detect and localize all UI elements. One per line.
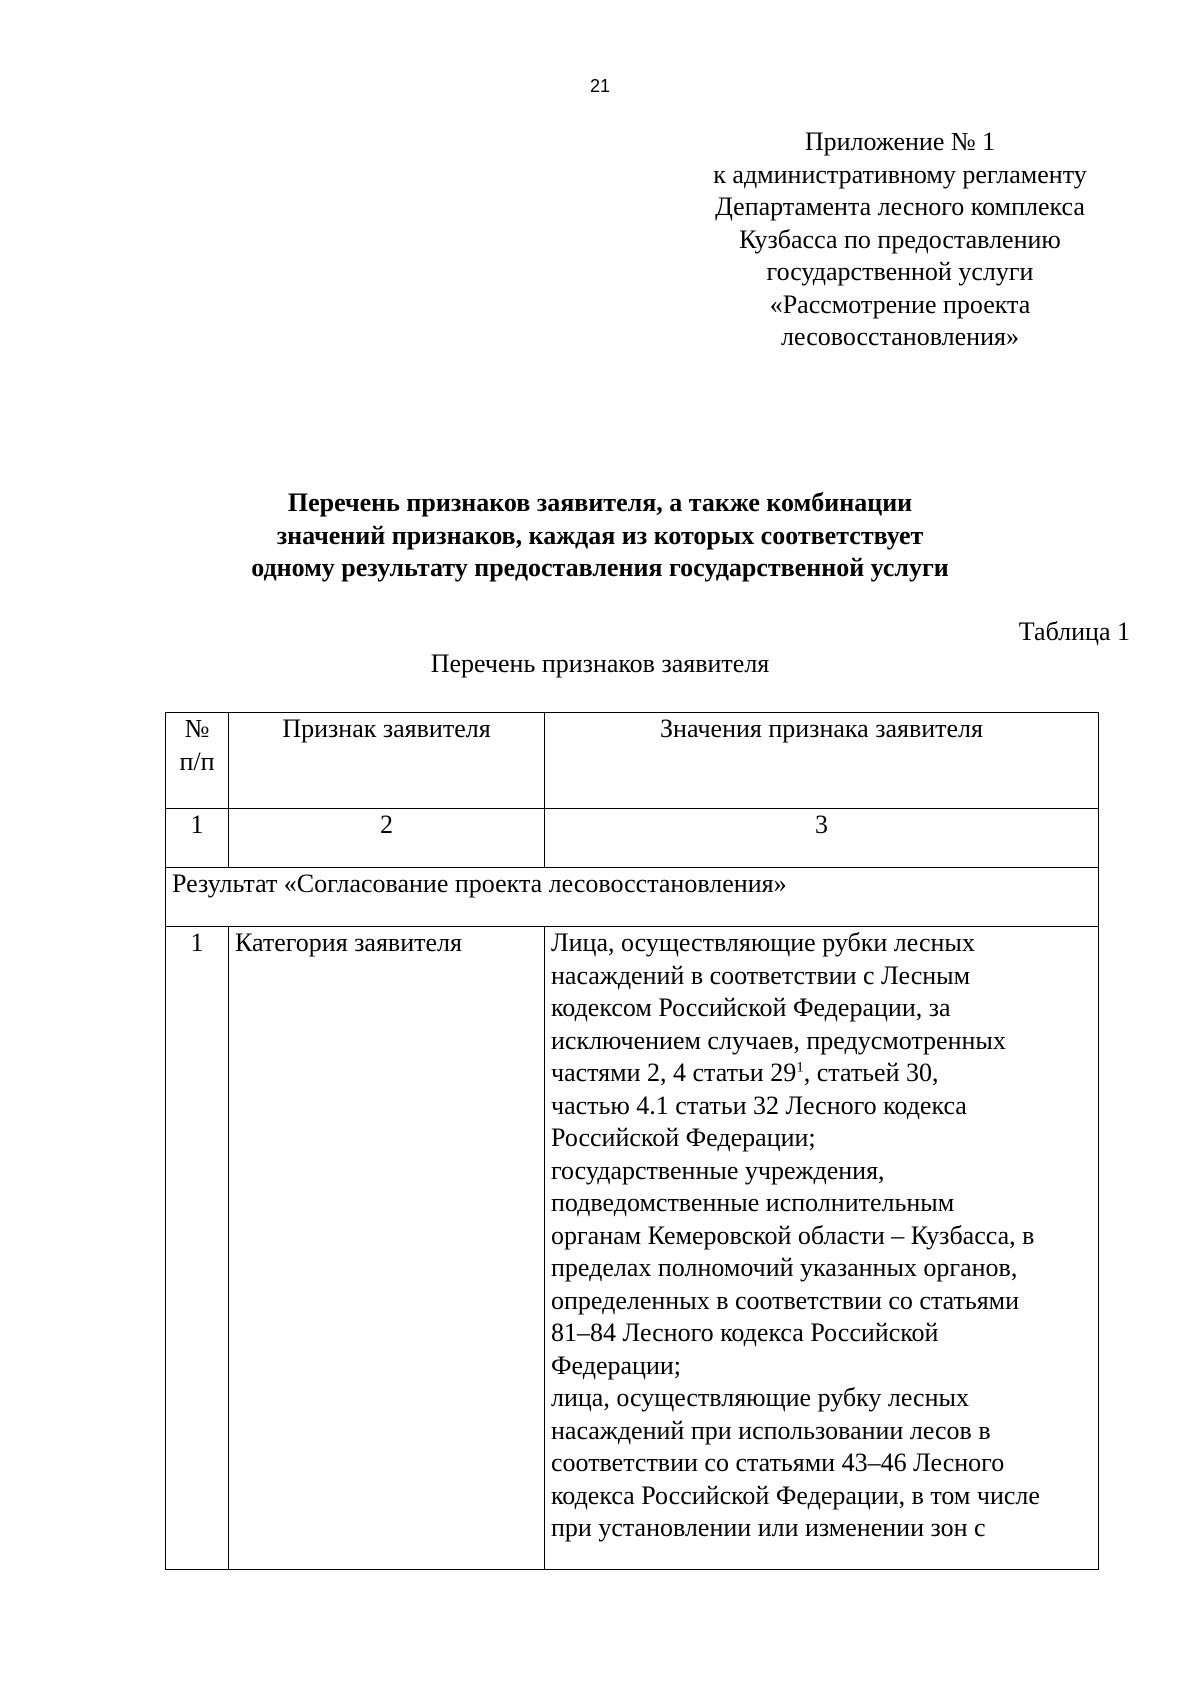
value-line: государственные учреждения, <box>551 1155 885 1185</box>
header-cell-sign: Признак заявителя <box>229 713 545 809</box>
appendix-header <box>660 126 1140 354</box>
column-number-cell: 1 <box>166 809 229 868</box>
row-sign-cell: Категория заявителя <box>229 927 545 1570</box>
header-cell-values: Значения признака заявителя <box>545 713 1099 809</box>
appendix-line: «Рассмотрение проекта <box>769 289 1031 319</box>
appendix-line: Приложение № 1 <box>804 127 996 156</box>
appendix-line: к административному регламенту <box>713 159 1087 189</box>
value-line: исключением случаев, предусмотренных <box>551 1025 1006 1055</box>
title-line: одному результату предоставления государственной услуги <box>251 553 949 582</box>
table-caption: Перечень признаков заявителя <box>430 649 770 678</box>
value-line: при установлении или изменении зон с <box>551 1513 986 1542</box>
result-row <box>166 868 1099 927</box>
appendix-line: государственной услуги <box>766 257 1034 286</box>
row-number-cell: 1 <box>166 927 229 1570</box>
row-values-cell <box>545 927 1099 1570</box>
value-line: подведомственные исполнительным <box>551 1188 955 1217</box>
value-line: Российской Федерации; <box>551 1123 816 1152</box>
table-header-row <box>166 713 1099 809</box>
value-line: органам Кемеровской области – Кузбасса, в <box>551 1220 1035 1250</box>
value-line: кодексом Российской Федерации, за <box>551 993 951 1022</box>
column-number-cell: 2 <box>229 809 545 868</box>
header-cell-number: № п/п <box>166 713 229 809</box>
value-line: частью 4.1 статьи 32 Лесного кодекса <box>551 1090 967 1120</box>
value-line: соответствии со статьями 43–46 Лесного <box>551 1448 1005 1477</box>
value-line <box>551 1057 1092 1090</box>
appendix-line: Департамента лесного комплекса <box>715 192 1085 221</box>
applicant-signs-table <box>165 712 1099 1570</box>
value-line-part: частями 2, 4 статьи 29 <box>551 1058 797 1087</box>
value-line: пределах полномочий указанных органов, <box>551 1253 1018 1282</box>
value-line: лица, осуществляющие рубку лесных <box>551 1383 969 1412</box>
superscript-marker: 1 <box>796 1059 804 1076</box>
title-line: значений признаков, каждая из которых соответствует <box>276 520 924 550</box>
appendix-line: Кузбасса по предоставлению <box>739 224 1061 254</box>
result-cell: Результат «Согласование проекта лесовосстановления» <box>166 868 1099 927</box>
document-title <box>0 487 1200 585</box>
value-line: 81–84 Лесного кодекса Российской <box>551 1318 939 1347</box>
value-line: Лица, осуществляющие рубки лесных <box>551 928 975 957</box>
column-numbers-row <box>166 809 1099 868</box>
table-row <box>166 927 1099 1570</box>
title-line: Перечень признаков заявителя, а также комбинации <box>287 488 913 517</box>
value-line: насаждений при использовании лесов в <box>551 1415 991 1445</box>
value-line: кодекса Российской Федерации, в том числе <box>551 1480 1040 1510</box>
table-label: Таблица 1 <box>1018 617 1130 646</box>
value-line-part: , статьей 30, <box>803 1058 939 1087</box>
value-line: Федерации; <box>551 1350 682 1380</box>
value-line: насаждений в соответствии с Лесным <box>551 960 971 990</box>
page-number: 21 <box>589 76 611 96</box>
column-number-cell: 3 <box>545 809 1099 868</box>
appendix-line: лесовосстановления» <box>781 322 1019 351</box>
value-line: определенных в соответствии со статьями <box>551 1285 1020 1315</box>
